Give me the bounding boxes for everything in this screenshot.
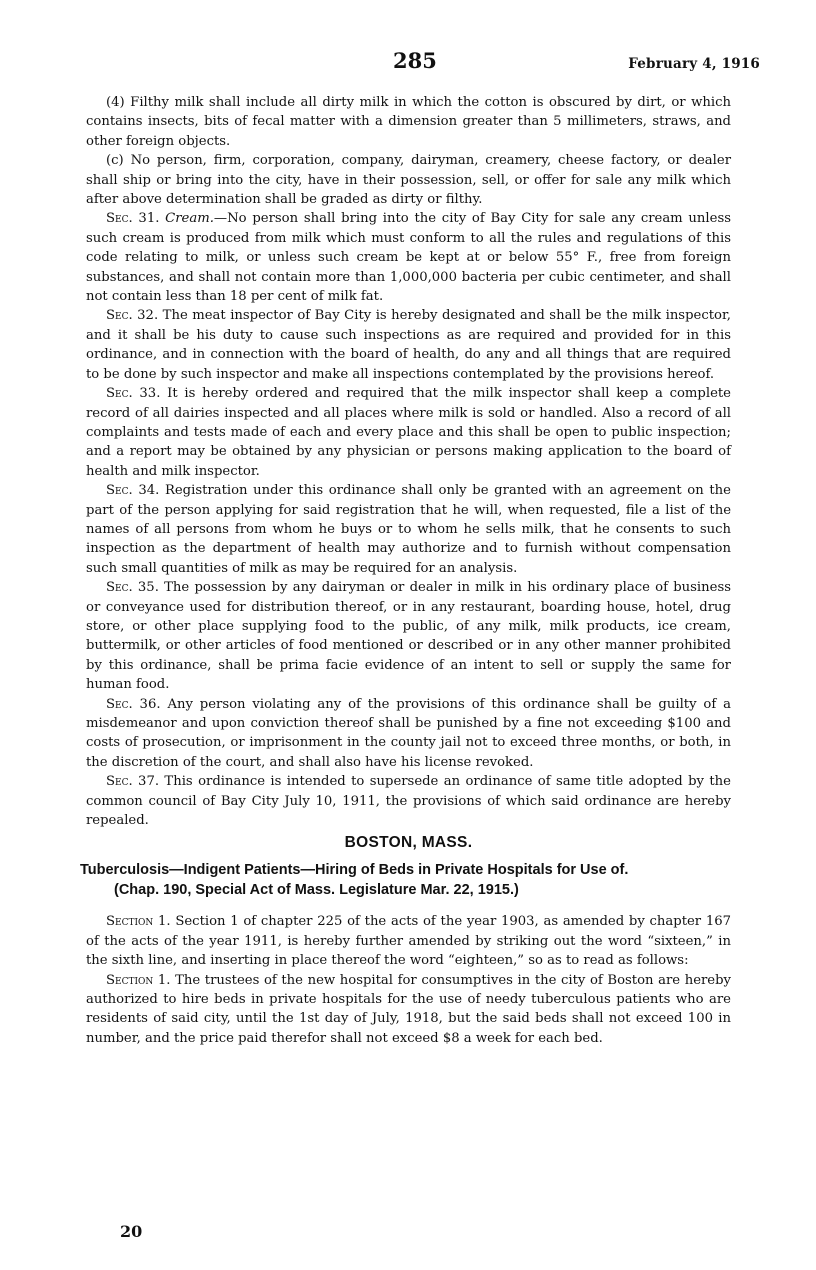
- paragraph: [86, 695, 731, 773]
- boston-paragraphs: [86, 912, 731, 1048]
- section-title: Cream.: [165, 211, 214, 227]
- signature-number: 20: [120, 1222, 143, 1241]
- paragraph: [86, 306, 731, 384]
- paragraph: [86, 971, 731, 1049]
- page-header: [0, 48, 816, 78]
- paragraph: [86, 93, 731, 151]
- paragraph: [86, 384, 731, 481]
- paragraph: [86, 481, 731, 578]
- page-number: 285: [393, 48, 437, 73]
- section-heading: BOSTON, MASS.: [344, 834, 473, 852]
- paragraph-text: Registration under this ordinance shall only be granted with an agreement on the part of the person applying for said registration that he will, when requested, file a list of the names of all persons from whom he buys or to whom he sells milk, that he consents to such inspection as the department of health may authorize and to furnish without compensation such small quantities of milk as may be required for an analysis.: [86, 483, 731, 576]
- paragraph: [86, 578, 731, 694]
- section-number: Sec. 35.: [106, 580, 159, 596]
- section-number: Section 1.: [106, 972, 171, 988]
- section-number: Sec. 31.: [106, 211, 160, 227]
- paragraph: [86, 772, 731, 830]
- paragraph-text: This ordinance is intended to supersede an ordinance of same title adopted by the common council of Bay City July 10, 1911, the provisions of which said ordinance are hereby repealed.: [86, 774, 731, 829]
- section-number: Sec. 37.: [106, 774, 160, 790]
- subheading-title: Tuberculosis—Indigent Patients—Hiring of Beds in Private Hospitals for Use of.: [80, 862, 629, 879]
- page-date: February 4, 1916: [628, 56, 760, 72]
- paragraph-text: The meat inspector of Bay City is hereby designated and shall be the milk inspector, and it shall be his duty to cause such inspections as are required and provided for in this ordinance, and in connection with the board of health, do any and all things that are required to be done by such inspector and make all inspections contemplated by the provisions hereof.: [86, 308, 731, 382]
- paragraph-text: Section 1 of chapter 225 of the acts of the year 1903, as amended by chapter 167 of the acts of the year 1911, is hereby further amended by striking out the word “sixteen,” in the sixth line, and inserting in place thereof the word “eighteen,” so as to read as follows:: [86, 914, 731, 969]
- section-number: Sec. 33.: [106, 386, 161, 402]
- statute-subheading: [80, 860, 731, 900]
- paragraph-text: It is hereby ordered and required that the milk inspector shall keep a complete record of all dairies inspected and all places where milk is sold or handled. Also a record of all complaints and tests made of each and every place and this shall be open to public inspection; and a report may be obtained by any physician or persons making application to the board of health and milk inspector.: [86, 386, 731, 479]
- paragraph-text: Any person violating any of the provisions of this ordinance shall be guilty of a misdemeanor and upon conviction thereof shall be punished by a fine not exceeding $100 and costs of prosecution, or imprisonment in the county jail not to exceed three months, or both, in the discretion of the court, and shall also have his license revoked.: [86, 696, 731, 770]
- paragraph: [86, 912, 731, 970]
- section-number: Section 1.: [106, 914, 171, 930]
- paragraph: [86, 209, 731, 306]
- ordinance-paragraphs: [86, 93, 731, 830]
- section-number: Sec. 32.: [106, 308, 159, 324]
- paragraph-text: The trustees of the new hospital for consumptives in the city of Boston are hereby authorized to hire beds in private hospitals for the use of needy tuberculous patients who are residents of said city, until the 1st day of July, 1918, but the said beds shall not exceed 100 in number, and the price paid therefor shall not exceed $8 a week for each bed.: [86, 972, 731, 1046]
- paragraph-text: (4) Filthy milk shall include all dirty milk in which the cotton is obscured by dirt, or which contains insects, bits of fecal matter with a dimension greater than 5 millimeters, straws, and other foreign objects.: [86, 95, 731, 149]
- paragraph-text: (c) No person, firm, corporation, company, dairyman, creamery, cheese factory, or dealer shall ship or bring into the city, have in their possession, sell, or offer for sale any milk which after above determination shall be graded as dirty or filthy.: [86, 153, 731, 208]
- subheading-citation: (Chap. 190, Special Act of Mass. Legislature Mar. 22, 1915.): [114, 882, 519, 899]
- section-number: Sec. 36.: [106, 696, 161, 712]
- paragraph-text: —No person shall bring into the city of Bay City for sale any cream unless such cream is produced from milk which must conform to all the rules and regulations of this code relating to milk, or unless such cream be kept at or below 55° F., free from foreign substances, and shall not contain more than 1,000,000 bacteria per cubic centimeter, and shall not contain less than 18 per cent of milk fat.: [86, 211, 731, 305]
- document-body: [80, 93, 731, 1048]
- paragraph-text: The possession by any dairyman or dealer in milk in his ordinary place of business or conveyance used for distribution thereof, or in any restaurant, boarding house, hotel, drug store, or other place supplying food to the public, of any milk, milk products, ice cream, buttermilk, or other articles of food mentioned or described or in any other manner prohibited by this ordinance, shall be prima facie evidence of an intent to sell or supply the same for human food.: [86, 580, 731, 693]
- paragraph: [86, 151, 731, 209]
- section-number: Sec. 34.: [106, 483, 160, 499]
